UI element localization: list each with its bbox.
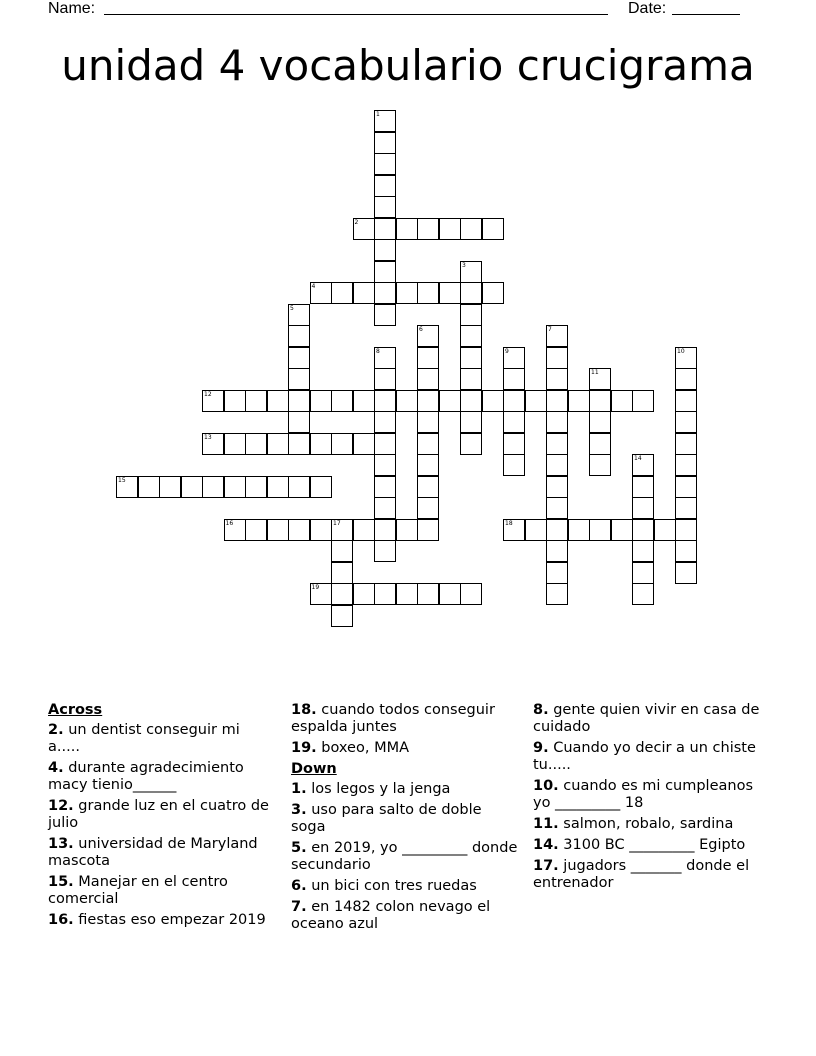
- grid-cell[interactable]: [353, 218, 375, 240]
- grid-cell[interactable]: [632, 562, 654, 584]
- grid-cell[interactable]: [417, 476, 439, 498]
- grid-cell[interactable]: [374, 196, 396, 218]
- grid-cell[interactable]: [374, 153, 396, 175]
- grid-cell[interactable]: [482, 390, 504, 412]
- grid-cell[interactable]: [310, 583, 332, 605]
- grid-cell[interactable]: [460, 583, 482, 605]
- grid-cell[interactable]: [374, 454, 396, 476]
- date-label: Date:: [628, 0, 667, 17]
- clue-text: cuando todos conseguir espalda juntes: [291, 702, 495, 735]
- grid-cell[interactable]: [675, 540, 697, 562]
- clue-text: los legos y la jenga: [311, 781, 451, 797]
- grid-cell[interactable]: [439, 218, 461, 240]
- grid-cell[interactable]: [310, 476, 332, 498]
- grid-cell[interactable]: [503, 368, 525, 390]
- clue-number: 8.: [533, 702, 549, 718]
- grid-cell[interactable]: [374, 304, 396, 326]
- cell-number: 19: [311, 584, 320, 591]
- clue-number: 6.: [291, 878, 307, 894]
- clue-down-7: [291, 899, 519, 933]
- grid-cell[interactable]: [396, 519, 418, 541]
- cell-number: 14: [634, 455, 642, 462]
- grid-cell[interactable]: [267, 519, 289, 541]
- grid-cell[interactable]: [546, 433, 568, 455]
- grid-cell[interactable]: [632, 454, 654, 476]
- grid-cell[interactable]: [310, 390, 332, 412]
- cell-number: 4: [311, 283, 316, 290]
- grid-cell[interactable]: [568, 519, 590, 541]
- clue-number: 1.: [291, 781, 307, 797]
- grid-cell[interactable]: [374, 218, 396, 240]
- cell-number: 12: [204, 390, 212, 398]
- cell-number: 1: [376, 111, 380, 118]
- clue-text: jugadors _______ donde el entrenador: [533, 858, 750, 891]
- clue-across-2: [48, 722, 276, 756]
- grid-cell[interactable]: [202, 390, 224, 412]
- clue-number: 10.: [533, 778, 559, 794]
- grid-cell[interactable]: [288, 304, 310, 326]
- grid-cell[interactable]: [460, 218, 482, 240]
- grid-cell[interactable]: [503, 347, 525, 369]
- grid-cell[interactable]: [546, 347, 568, 369]
- grid-cell[interactable]: [417, 390, 439, 412]
- grid-cell[interactable]: [374, 175, 396, 197]
- grid-cell[interactable]: [267, 390, 289, 412]
- grid-cell[interactable]: [439, 282, 461, 304]
- grid-cell[interactable]: [374, 390, 396, 412]
- clue-across-4: [48, 760, 276, 794]
- grid-cell[interactable]: [374, 519, 396, 541]
- grid-cell[interactable]: [417, 583, 439, 605]
- clue-text: uso para salto de doble soga: [291, 802, 482, 835]
- grid-cell[interactable]: [353, 390, 375, 412]
- grid-cell[interactable]: [503, 390, 525, 412]
- clue-across-19: [291, 740, 519, 757]
- cell-number: 2: [354, 218, 359, 226]
- grid-cell[interactable]: [503, 433, 525, 455]
- grid-cell[interactable]: [267, 476, 289, 498]
- clue-down-1: [291, 781, 519, 798]
- clue-across-18: [291, 702, 519, 736]
- grid-cell[interactable]: [224, 476, 246, 498]
- grid-cell[interactable]: [460, 411, 482, 433]
- grid-cell[interactable]: [374, 110, 396, 132]
- grid-cell[interactable]: [589, 368, 611, 390]
- grid-cell[interactable]: [439, 583, 461, 605]
- cell-number: 3: [462, 261, 466, 269]
- clue-text: grande luz en el cuatro de julio: [48, 798, 269, 831]
- grid-cell[interactable]: [331, 519, 353, 541]
- grid-cell[interactable]: [589, 411, 611, 433]
- page-title: unidad 4 vocabulario crucigrama: [61, 41, 755, 90]
- grid-cell[interactable]: [396, 390, 418, 412]
- grid-cell[interactable]: [546, 583, 568, 605]
- clue-across-12: [48, 798, 276, 832]
- grid-cell[interactable]: [417, 218, 439, 240]
- grid-cell[interactable]: [546, 411, 568, 433]
- clue-number: 7.: [291, 899, 307, 915]
- clue-text: durante agradecimiento macy tienio______: [48, 760, 244, 793]
- grid-cell[interactable]: [288, 368, 310, 390]
- grid-cell[interactable]: [374, 239, 396, 261]
- grid-cell[interactable]: [374, 583, 396, 605]
- grid-cell[interactable]: [632, 476, 654, 498]
- grid-cell[interactable]: [546, 368, 568, 390]
- clue-text: salmon, robalo, sardina: [563, 816, 734, 832]
- grid-cell[interactable]: [417, 368, 439, 390]
- grid-cell[interactable]: [288, 347, 310, 369]
- grid-cell[interactable]: [374, 540, 396, 562]
- grid-cell[interactable]: [159, 476, 181, 498]
- grid-cell[interactable]: [503, 454, 525, 476]
- clue-down-10: [533, 778, 773, 812]
- clue-text: Cuando yo decir a un chiste tu.....: [533, 740, 756, 773]
- grid-cell[interactable]: [568, 390, 590, 412]
- grid-cell[interactable]: [202, 433, 224, 455]
- clue-across-15: [48, 874, 276, 908]
- grid-cell[interactable]: [181, 476, 203, 498]
- grid-cell[interactable]: [460, 282, 482, 304]
- clue-across-16: [48, 912, 276, 929]
- grid-cell[interactable]: [331, 605, 353, 627]
- grid-cell[interactable]: [310, 433, 332, 455]
- clue-number: 4.: [48, 760, 64, 776]
- down-heading: Down: [291, 761, 337, 777]
- grid-cell[interactable]: [675, 519, 697, 541]
- clue-down-9: [533, 740, 773, 774]
- grid-cell[interactable]: [654, 519, 676, 541]
- grid-cell[interactable]: [396, 218, 418, 240]
- grid-cell[interactable]: [288, 519, 310, 541]
- cell-number: 13: [204, 433, 212, 441]
- grid-cell[interactable]: [611, 519, 633, 541]
- across-heading: Across: [48, 702, 103, 718]
- grid-cell[interactable]: [374, 282, 396, 304]
- grid-cell[interactable]: [460, 347, 482, 369]
- cell-number: 6: [419, 326, 423, 333]
- grid-cell[interactable]: [417, 411, 439, 433]
- grid-cell[interactable]: [331, 282, 353, 304]
- grid-cell[interactable]: [202, 476, 224, 498]
- clue-down-5: [291, 840, 519, 874]
- grid-cell[interactable]: [632, 519, 654, 541]
- cell-number: 5: [290, 304, 294, 312]
- clue-text: gente quien vivir en casa de cuidado: [533, 702, 760, 735]
- clue-number: 13.: [48, 836, 74, 852]
- clues-column-3: [533, 702, 773, 896]
- grid-cell[interactable]: [546, 390, 568, 412]
- grid-cell[interactable]: [546, 540, 568, 562]
- clues-column-2: [291, 702, 519, 937]
- grid-cell[interactable]: [632, 583, 654, 605]
- name-label: Name:: [48, 0, 96, 17]
- cell-number: 9: [505, 347, 509, 355]
- clue-text: universidad de Maryland mascota: [48, 836, 258, 869]
- grid-cell[interactable]: [353, 519, 375, 541]
- clue-text: un dentist conseguir mi a.....: [48, 722, 240, 755]
- grid-cell[interactable]: [439, 390, 461, 412]
- grid-cell[interactable]: [675, 390, 697, 412]
- grid-cell[interactable]: [589, 433, 611, 455]
- grid-cell[interactable]: [331, 562, 353, 584]
- cell-number: 17: [333, 519, 341, 527]
- grid-cell[interactable]: [353, 282, 375, 304]
- grid-cell[interactable]: [267, 433, 289, 455]
- grid-cell[interactable]: [224, 519, 246, 541]
- grid-cell[interactable]: [525, 390, 547, 412]
- clue-text: boxeo, MMA: [321, 740, 410, 756]
- grid-cell[interactable]: [331, 433, 353, 455]
- grid-cell[interactable]: [374, 261, 396, 283]
- grid-cell[interactable]: [589, 454, 611, 476]
- grid-cell[interactable]: [546, 454, 568, 476]
- clue-across-13: [48, 836, 276, 870]
- grid-cell[interactable]: [675, 433, 697, 455]
- grid-cell[interactable]: [675, 411, 697, 433]
- grid-cell[interactable]: [374, 368, 396, 390]
- grid-cell[interactable]: [138, 476, 160, 498]
- clue-number: 16.: [48, 912, 74, 928]
- grid-cell[interactable]: [288, 433, 310, 455]
- clue-text: cuando es mi cumpleanos yo _________ 18: [533, 778, 754, 811]
- clue-down-17: [533, 858, 773, 892]
- grid-cell[interactable]: [460, 390, 482, 412]
- grid-cell[interactable]: [245, 390, 267, 412]
- grid-cell[interactable]: [374, 411, 396, 433]
- grid-cell[interactable]: [460, 304, 482, 326]
- grid-cell[interactable]: [353, 583, 375, 605]
- clue-number: 12.: [48, 798, 74, 814]
- cell-number: 18: [505, 519, 513, 527]
- grid-cell[interactable]: [116, 476, 138, 498]
- grid-cell[interactable]: [288, 411, 310, 433]
- grid-cell[interactable]: [331, 583, 353, 605]
- grid-cell[interactable]: [482, 282, 504, 304]
- grid-cell[interactable]: [482, 218, 504, 240]
- clue-text: en 2019, yo _________ donde secundario: [291, 840, 518, 873]
- grid-cell[interactable]: [353, 433, 375, 455]
- grid-cell[interactable]: [374, 433, 396, 455]
- grid-cell[interactable]: [288, 325, 310, 347]
- grid-cell[interactable]: [224, 433, 246, 455]
- grid-cell[interactable]: [417, 519, 439, 541]
- clue-text: 3100 BC _________ Egipto: [563, 837, 746, 853]
- clue-number: 15.: [48, 874, 74, 890]
- grid-cell[interactable]: [589, 519, 611, 541]
- clue-down-11: [533, 816, 773, 833]
- clue-number: 14.: [533, 837, 559, 853]
- grid-cell[interactable]: [288, 390, 310, 412]
- grid-cell[interactable]: [675, 347, 697, 369]
- cell-number: 15: [118, 476, 126, 484]
- grid-cell[interactable]: [503, 411, 525, 433]
- cell-number: 16: [225, 519, 234, 527]
- grid-cell[interactable]: [245, 519, 267, 541]
- grid-cell[interactable]: [546, 325, 568, 347]
- grid-cell[interactable]: [632, 390, 654, 412]
- grid-cell[interactable]: [310, 519, 332, 541]
- cell-number: 10: [677, 347, 685, 355]
- clue-number: 17.: [533, 858, 559, 874]
- grid-cell[interactable]: [374, 132, 396, 154]
- clue-number: 18.: [291, 702, 317, 718]
- cell-number: 8: [376, 347, 380, 355]
- grid-cell[interactable]: [546, 476, 568, 498]
- clue-down-6: [291, 878, 519, 895]
- grid-cell[interactable]: [245, 433, 267, 455]
- clue-number: 11.: [533, 816, 559, 832]
- grid-cell[interactable]: [589, 390, 611, 412]
- clue-down-3: [291, 802, 519, 836]
- grid-cell[interactable]: [675, 562, 697, 584]
- grid-cell[interactable]: [460, 325, 482, 347]
- grid-cell[interactable]: [288, 476, 310, 498]
- grid-cell[interactable]: [374, 347, 396, 369]
- grid-cell[interactable]: [374, 476, 396, 498]
- clue-number: 5.: [291, 840, 307, 856]
- grid-cell[interactable]: [417, 282, 439, 304]
- clue-text: Manejar en el centro comercial: [48, 874, 228, 907]
- grid-cell[interactable]: [224, 390, 246, 412]
- cell-number: 7: [548, 326, 552, 333]
- grid-cell[interactable]: [374, 497, 396, 519]
- clue-text: fiestas eso empezar 2019: [78, 912, 266, 928]
- grid-cell[interactable]: [396, 583, 418, 605]
- grid-cell[interactable]: [310, 282, 332, 304]
- grid-cell[interactable]: [417, 454, 439, 476]
- grid-cell[interactable]: [632, 497, 654, 519]
- grid-cell[interactable]: [396, 282, 418, 304]
- grid-cell[interactable]: [460, 368, 482, 390]
- cell-number: 11: [591, 369, 599, 376]
- grid-cell[interactable]: [611, 390, 633, 412]
- grid-cell[interactable]: [675, 454, 697, 476]
- grid-cell[interactable]: [460, 433, 482, 455]
- grid-cell[interactable]: [503, 519, 525, 541]
- grid-cell[interactable]: [632, 540, 654, 562]
- grid-cell[interactable]: [417, 325, 439, 347]
- grid-cell[interactable]: [546, 497, 568, 519]
- clue-number: 3.: [291, 802, 307, 818]
- grid-cell[interactable]: [331, 540, 353, 562]
- grid-cell[interactable]: [675, 476, 697, 498]
- clue-text: en 1482 colon nevago el oceano azul: [291, 899, 491, 932]
- clue-text: un bici con tres ruedas: [311, 878, 477, 894]
- grid-cell[interactable]: [525, 519, 547, 541]
- clue-number: 19.: [291, 740, 317, 756]
- clue-down-14: [533, 837, 773, 854]
- clue-down-8: [533, 702, 773, 736]
- clue-number: 9.: [533, 740, 549, 756]
- grid-cell[interactable]: [417, 433, 439, 455]
- grid-cell[interactable]: [675, 368, 697, 390]
- grid-cell[interactable]: [546, 562, 568, 584]
- grid-cell[interactable]: [546, 519, 568, 541]
- grid-cell[interactable]: [331, 390, 353, 412]
- clue-number: 2.: [48, 722, 64, 738]
- grid-cell[interactable]: [460, 261, 482, 283]
- clues-column-1: [48, 702, 276, 933]
- grid-cell[interactable]: [417, 347, 439, 369]
- grid-cell[interactable]: [417, 497, 439, 519]
- grid-cell[interactable]: [675, 497, 697, 519]
- grid-cell[interactable]: [245, 476, 267, 498]
